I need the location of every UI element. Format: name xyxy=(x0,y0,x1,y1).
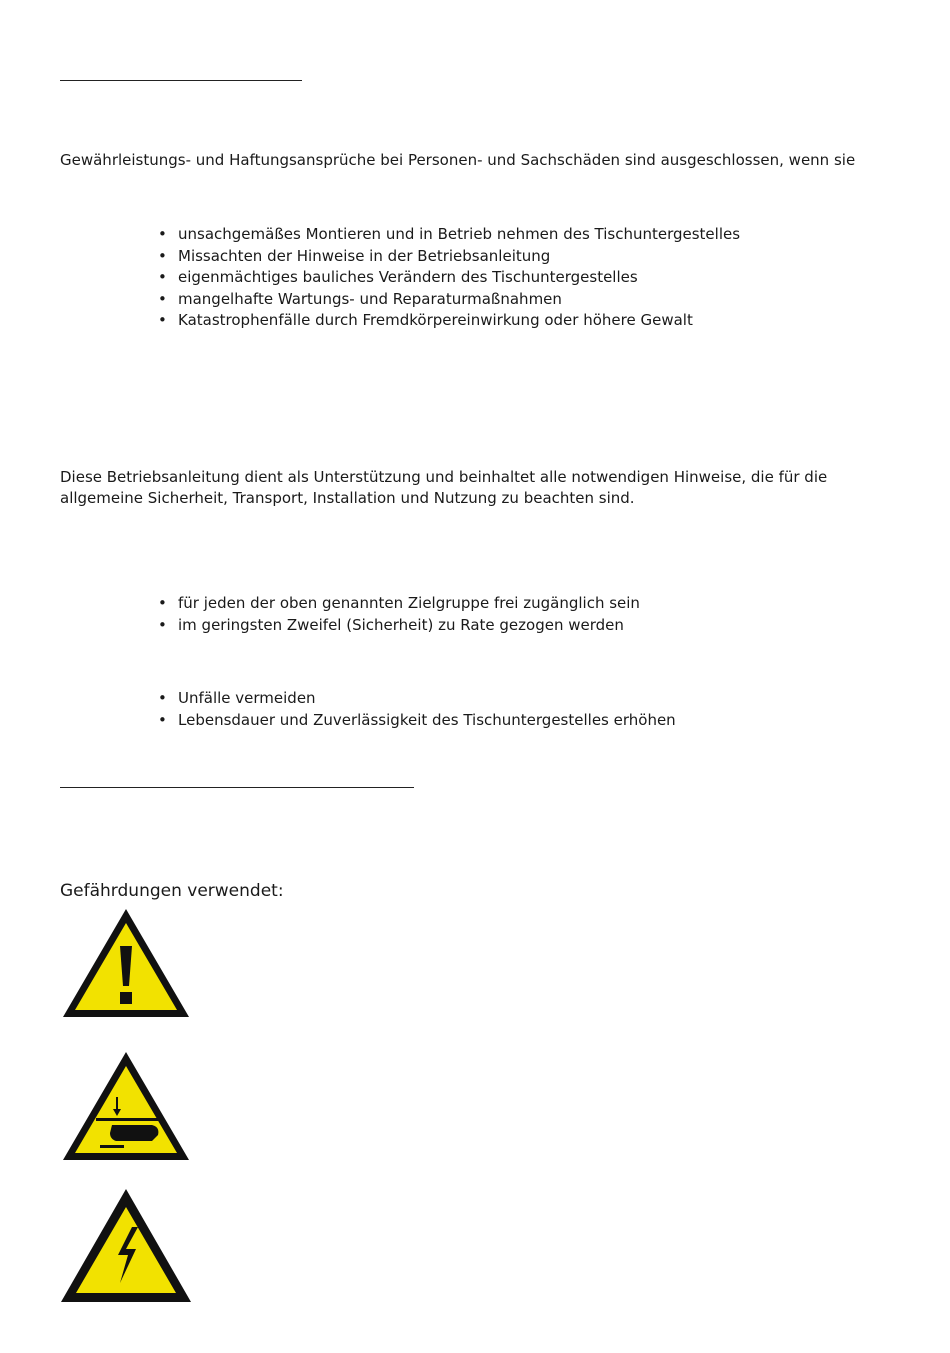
electrical-voltage-warning-icon xyxy=(60,1189,192,1303)
list-item: • eigenmächtiges bauliches Verändern des Tischuntergestelles xyxy=(158,267,740,289)
manual-benefits-list xyxy=(158,688,676,731)
manual-intro-line-2: allgemeine Sicherheit, Transport, Installation und Nutzung zu beachten sind. xyxy=(60,489,635,507)
general-warning-icon xyxy=(60,906,192,1020)
list-item: • Lebensdauer und Zuverlässigkeit des Tischuntergestelles erhöhen xyxy=(158,710,676,732)
section-rule-top xyxy=(60,80,302,81)
list-item: • mangelhafte Wartungs- und Reparaturmaßnahmen xyxy=(158,289,740,311)
list-item: • Katastrophenfälle durch Fremdkörpereinwirkung oder höhere Gewalt xyxy=(158,310,740,332)
section-rule-middle xyxy=(60,787,414,788)
list-item: • für jeden der oben genannten Zielgruppe frei zugänglich sein xyxy=(158,593,640,615)
manual-intro-line-1: Diese Betriebsanleitung dient als Unterstützung und beinhaltet alle notwendigen Hinweise, die für die xyxy=(60,468,828,486)
liability-causes-list xyxy=(158,224,740,332)
hand-crush-warning-icon xyxy=(60,1049,192,1163)
liability-intro: Gewährleistungs- und Haftungsansprüche bei Personen- und Sachschäden sind ausgeschlossen, wenn sie xyxy=(60,151,856,169)
manual-requirements-list xyxy=(158,593,640,636)
list-item: • Unfälle vermeiden xyxy=(158,688,676,710)
list-item: • im geringsten Zweifel (Sicherheit) zu Rate gezogen werden xyxy=(158,615,640,637)
list-item: • Missachten der Hinweise in der Betriebsanleitung xyxy=(158,246,740,268)
symbols-caption: Gefährdungen verwendet: xyxy=(60,881,284,901)
list-item: • unsachgemäßes Montieren und in Betrieb nehmen des Tischuntergestelles xyxy=(158,224,740,246)
